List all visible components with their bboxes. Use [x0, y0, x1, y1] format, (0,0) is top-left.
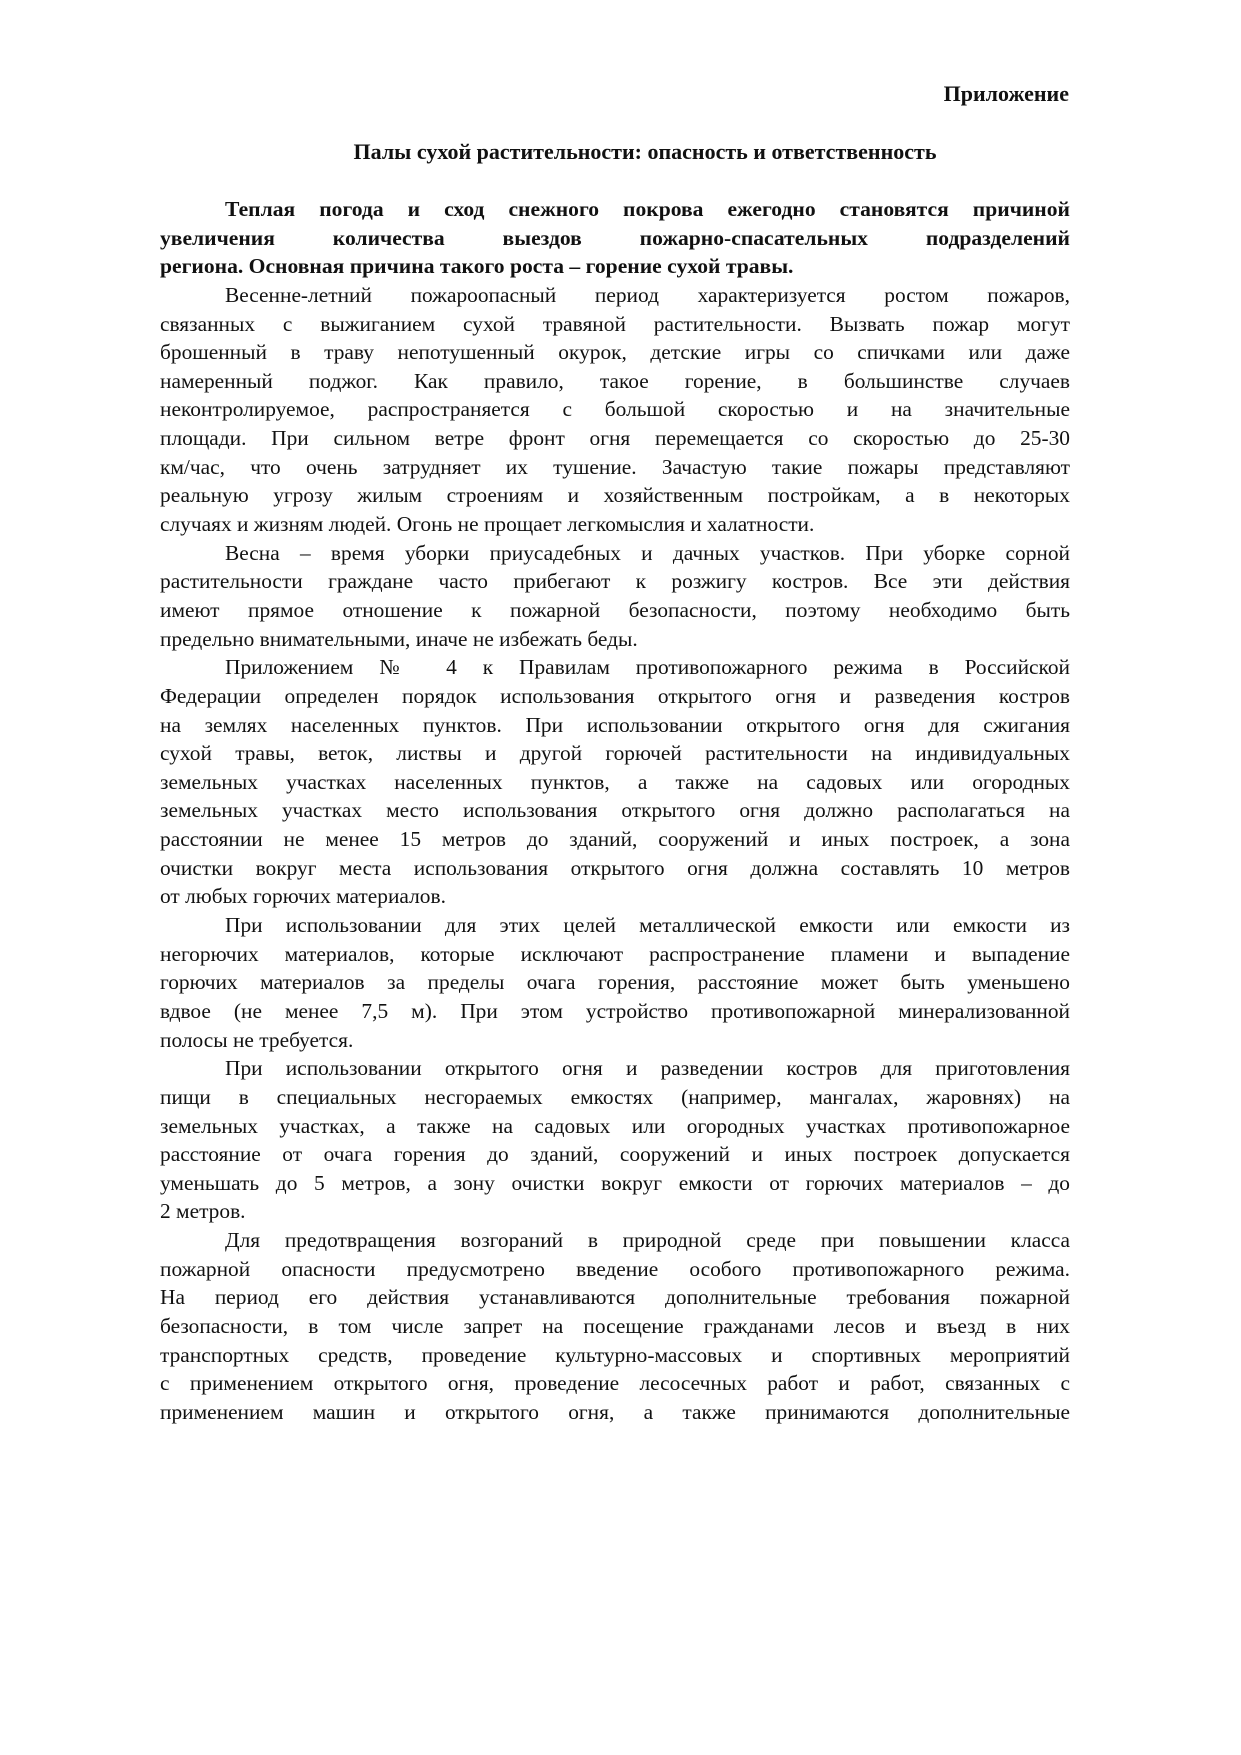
- text-line: Весна – время уборки приусадебных и дачных участков. При уборке сорной: [225, 540, 1070, 565]
- text-line: негорючих материалов, которые исключают распространение пламени и выпадение: [160, 941, 1070, 966]
- text-line: пожарной опасности предусмотрено введение особого противопожарного режима.: [160, 1256, 1070, 1281]
- lead-paragraph: [160, 195, 1070, 281]
- text-line: уменьшать до 5 метров, а зону очистки вокруг емкости от горючих материалов – до: [160, 1170, 1070, 1195]
- text-line: очистки вокруг места использования открытого огня должна составлять 10 метров: [160, 855, 1070, 880]
- body-paragraph: [160, 911, 1070, 1054]
- text-line: неконтролируемое, распространяется с большой скоростью и на значительные: [160, 397, 1070, 422]
- text-line: намеренный поджог. Как правило, такое горение, в большинстве случаев: [160, 368, 1070, 393]
- text-line: расстояние от очага горения до зданий, сооружений и иных построек допускается: [160, 1142, 1070, 1167]
- text-line: безопасности, в том числе запрет на посещение гражданами лесов и въезд в них: [160, 1313, 1070, 1338]
- text-line: земельных участках место использования открытого огня должно располагаться на: [160, 798, 1070, 823]
- text-line: На период его действия устанавливаются дополнительные требования пожарной: [160, 1285, 1070, 1310]
- text-line: региона. Основная причина такого роста – горение сухой травы.: [160, 254, 794, 279]
- text-line: Приложением № 4 к Правилам противопожарного режима в Российской: [225, 655, 1070, 680]
- text-line: связанных с выжиганием сухой травяной растительности. Вызвать пожар могут: [160, 311, 1070, 336]
- appendix-label: Приложение: [943, 81, 1069, 106]
- body-paragraph: [160, 539, 1070, 654]
- text-line: км/час, что очень затрудняет их тушение. Зачастую такие пожары представляют: [160, 454, 1070, 479]
- text-line: горючих материалов за пределы очага горения, расстояние может быть уменьшено: [160, 970, 1070, 995]
- body-paragraph: [160, 653, 1070, 911]
- text-line: 2 метров.: [160, 1199, 246, 1224]
- text-line: расстоянии не менее 15 метров до зданий, сооружений и иных построек, а зона: [160, 827, 1070, 852]
- text-line: При использовании открытого огня и разведении костров для приготовления: [225, 1056, 1070, 1081]
- text-line: земельных участках, а также на садовых или огородных участках противопожарное: [160, 1113, 1070, 1138]
- text-line: брошенный в траву непотушенный окурок, детские игры со спичками или даже: [160, 340, 1070, 365]
- document-body: [160, 195, 1070, 1427]
- text-line: Для предотвращения возгораний в природной среде при повышении класса: [225, 1228, 1070, 1253]
- text-line: случаях и жизням людей. Огонь не прощает легкомыслия и халатности.: [160, 512, 815, 537]
- text-line: полосы не требуется.: [160, 1027, 354, 1052]
- body-paragraph: [160, 1226, 1070, 1426]
- text-line: сухой травы, веток, листвы и другой горючей растительности на индивидуальных: [160, 741, 1070, 766]
- text-line: от любых горючих материалов.: [160, 884, 446, 909]
- text-line: Теплая погода и сход снежного покрова ежегодно становятся причиной: [225, 197, 1070, 221]
- text-line: транспортных средств, проведение культурно-массовых и спортивных мероприятий: [160, 1342, 1070, 1367]
- text-line: Весенне-летний пожароопасный период характеризуется ростом пожаров,: [225, 282, 1070, 307]
- text-line: При использовании для этих целей металлической емкости или емкости из: [225, 913, 1070, 938]
- text-line: имеют прямое отношение к пожарной безопасности, поэтому необходимо быть: [160, 597, 1070, 622]
- text-line: применением машин и открытого огня, а также принимаются дополнительные: [160, 1399, 1070, 1424]
- text-line: растительности граждане часто прибегают к розжигу костров. Все эти действия: [160, 569, 1070, 594]
- text-line: увеличения количества выездов пожарно-спасательных подразделений: [160, 225, 1070, 250]
- body-paragraph: [160, 1054, 1070, 1226]
- text-line: земельных участках населенных пунктов, а также на садовых или огородных: [160, 769, 1070, 794]
- text-line: пищи в специальных несгораемых емкостях (например, мангалах, жаровнях) на: [160, 1084, 1070, 1109]
- text-line: предельно внимательными, иначе не избежать беды.: [160, 626, 638, 651]
- text-line: вдвое (не менее 7,5 м). При этом устройство противопожарной минерализованной: [160, 998, 1070, 1023]
- document-title: Палы сухой растительности: опасность и ответственность: [353, 139, 937, 164]
- text-line: Федерации определен порядок использования открытого огня и разведения костров: [160, 683, 1070, 708]
- body-paragraph: [160, 281, 1070, 539]
- text-line: площади. При сильном ветре фронт огня перемещается со скоростью до 25-30: [160, 426, 1070, 451]
- text-line: на землях населенных пунктов. При использовании открытого огня для сжигания: [160, 712, 1070, 737]
- text-line: реальную угрозу жилым строениям и хозяйственным постройкам, а в некоторых: [160, 483, 1070, 508]
- text-line: с применением открытого огня, проведение лесосечных работ и работ, связанных с: [160, 1371, 1070, 1396]
